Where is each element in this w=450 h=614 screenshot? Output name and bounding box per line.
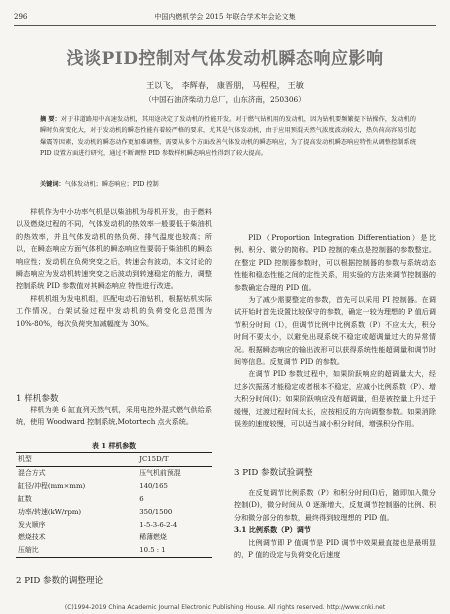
abstract <box>40 114 416 159</box>
affiliation: （中国石油济柴动力总厂，山东济南，250306） <box>144 95 306 104</box>
table-cell: 混合方式 <box>18 468 46 477</box>
pid-intro-paragraph: PID（Proportion Integration Differentiation）是比例、积分、微分的简称。PID 控制的难点是控制器的参数整定。在整定 PID 控制器参数时，可以根据控制器的参数与系统动态性能和稳态性能之间的定性关系，用实验的方法来调节控制器的参数确定合理的 PID 值。 <box>234 233 436 292</box>
paper-title: 浅谈PID控制对气体发动机瞬态响应影响 <box>66 49 384 69</box>
table-cell: 140/165 <box>139 481 168 490</box>
table-cell: 发火顺序 <box>18 520 46 529</box>
table-cell: 压气机前预混 <box>139 468 181 477</box>
table-row <box>16 453 212 467</box>
author-list: 王以飞， 李辉春， 康晋朋， 马程程， 王敏 <box>146 80 304 90</box>
right-column <box>234 232 436 431</box>
table-row <box>16 493 212 506</box>
section-1-paragraph: 样机为美 6 缸直列天然气机，采用电控外混式燃气供给系统，使用 Woodward 控制系统,Motortech 点火系统。 <box>16 405 212 427</box>
table-cell: 缸数 <box>18 494 32 503</box>
table-cell: 燃烧技术 <box>18 533 46 542</box>
table-cell: 压缩比 <box>16 544 121 557</box>
table-cell: 缸径/冲程(mm×mm) <box>18 481 86 490</box>
section-3-heading: 3 PID 参数试验调整 <box>234 468 313 478</box>
pi-tuning-paragraph: 为了减少需要整定的参数，首先可以采用 PI 控制器。在调试开始时首先设置比较保守的参数，确定一较为理想的 P 值后调节积分时间（I），但调节比例中比例系数（P）不应太大，积分时间不要太小，以避免出现系统不稳定或超调量过大的异常情况。根据瞬态响应的输出波形可以获得系统性能超调量和调节时间等信息。反复调节 PID 的参数。 <box>234 295 436 367</box>
table-cell: JC15D/T <box>121 453 212 467</box>
table-cell: 功率/转速(kW/rpm) <box>18 507 82 516</box>
table-cell: 6 <box>139 494 144 503</box>
table-cell: 10.5 : 1 <box>121 544 212 557</box>
table-cell: 稀薄燃烧 <box>139 533 167 542</box>
keywords-label: 关键词： <box>40 181 65 188</box>
abstract-label: 摘 要： <box>40 116 61 123</box>
running-header <box>14 11 436 26</box>
table-cell: 1-5-3-6-2-4 <box>139 520 178 529</box>
keywords-text: 气体发动机；瞬态响应；PID 控制 <box>64 181 159 188</box>
section-1-paragraph-wrap <box>16 404 212 429</box>
section-3-paragraph: 在反复调节比例系数（P）和积分时间(I)后，随即加入微分控制(D)，微分时间从 0 逐渐增大，反复调节控制器的比例、积分和微分部分的参数，最终得到较理想的 PID 值。 <box>234 488 436 522</box>
section-3-body <box>234 487 436 561</box>
intro-paragraph-2: 样机机组为发电机组，匹配电动石油钻机，根据钻机实际工作情况，台架试验过程中发动机的负荷变化总范围为 10%-80%，每次负荷突加减幅度为 30%。 <box>16 293 212 328</box>
table-caption: 表 1 样机参数 <box>91 442 137 450</box>
table-row <box>16 519 212 532</box>
pid-adjust-paragraph: 在调节 PID 参数过程中，如果阶跃响应的超调量太大，经过多次振荡才能稳定或者根本不稳定，应减小比例系数（P）、增大积分时间(I)；如果阶跃响应没有超调量，但是被控量上升过于缓慢，过渡过程时间太长，应按相反的方向调整参数。如果消除误差的速度较慢，可以适当减小积分时间，增强积分作用。 <box>234 369 436 429</box>
keywords <box>40 180 416 190</box>
subsection-3-1-heading: 3.1 比例系数（P）调节 <box>234 525 311 535</box>
spec-table <box>16 452 212 558</box>
intro-paragraph-1: 样机作为中小功率气机是以柴油机为母机开发，由于燃料以及燃烧过程的不同，气体发动机的热效率一般要低于柴油机的热效率，并且气体发动机的热负荷、排气温度也较高；所以，在瞬态响应方面气体机的瞬态响应性要弱于柴油机的瞬态响应性；发动机在负荷突变之后，转速会有波动，本文讨论的瞬态响应为发动机转速突变之后波动到转速稳定的能力，调整控制系统 PID 参数值对其瞬态响应 特性进行改进。 <box>16 207 212 291</box>
left-column <box>16 206 212 330</box>
table-cell: 350/1500 <box>139 507 173 516</box>
copyright-footer: (C)1994-2019 China Academic Journal Electronic Publishing House. All rights reserved. http://www.cnki.net <box>64 604 386 611</box>
table-row <box>16 544 212 557</box>
table-row <box>16 480 212 493</box>
section-2-heading: 2 PID 参数的调整理论 <box>16 576 104 586</box>
table-row <box>16 531 212 544</box>
page-number: 296 <box>14 13 28 21</box>
table-cell: 机型 <box>16 453 121 467</box>
subsection-3-1-paragraph: 比例调节即 P 值调节是 PID 调节中效果最直接也是最明显的，P 值的设定与负荷变化后速度 <box>234 537 436 560</box>
table-row <box>16 506 212 519</box>
table-row <box>16 466 212 479</box>
abstract-text: 对于非道路用中高速发动机，其用途决定了发动机的性能开发。对于燃气钻机用的发动机，因为钻机要频繁提下钻操作，发动机的瞬时负荷变化大，对于发动机的瞬态性能有着较严格的要求，尤其是气体发动机，由于应用预混天然气浓度波动较大，热负荷高容易引起爆震等因素，发动机的瞬态动作更加难调整，需要从多个方面改善气体发动机的瞬态响应，为了提高发动机瞬态响应特性从调整控制系统 PID 设置方面进行研究，通过不断调整 PID 参数样机瞬态响应性得到了较大提高。 <box>40 116 416 157</box>
section-1-heading: 1 样机参数 <box>16 394 59 404</box>
conference-title: 中国内燃机学会 2015 年联合学术年会论文集 <box>154 13 296 21</box>
